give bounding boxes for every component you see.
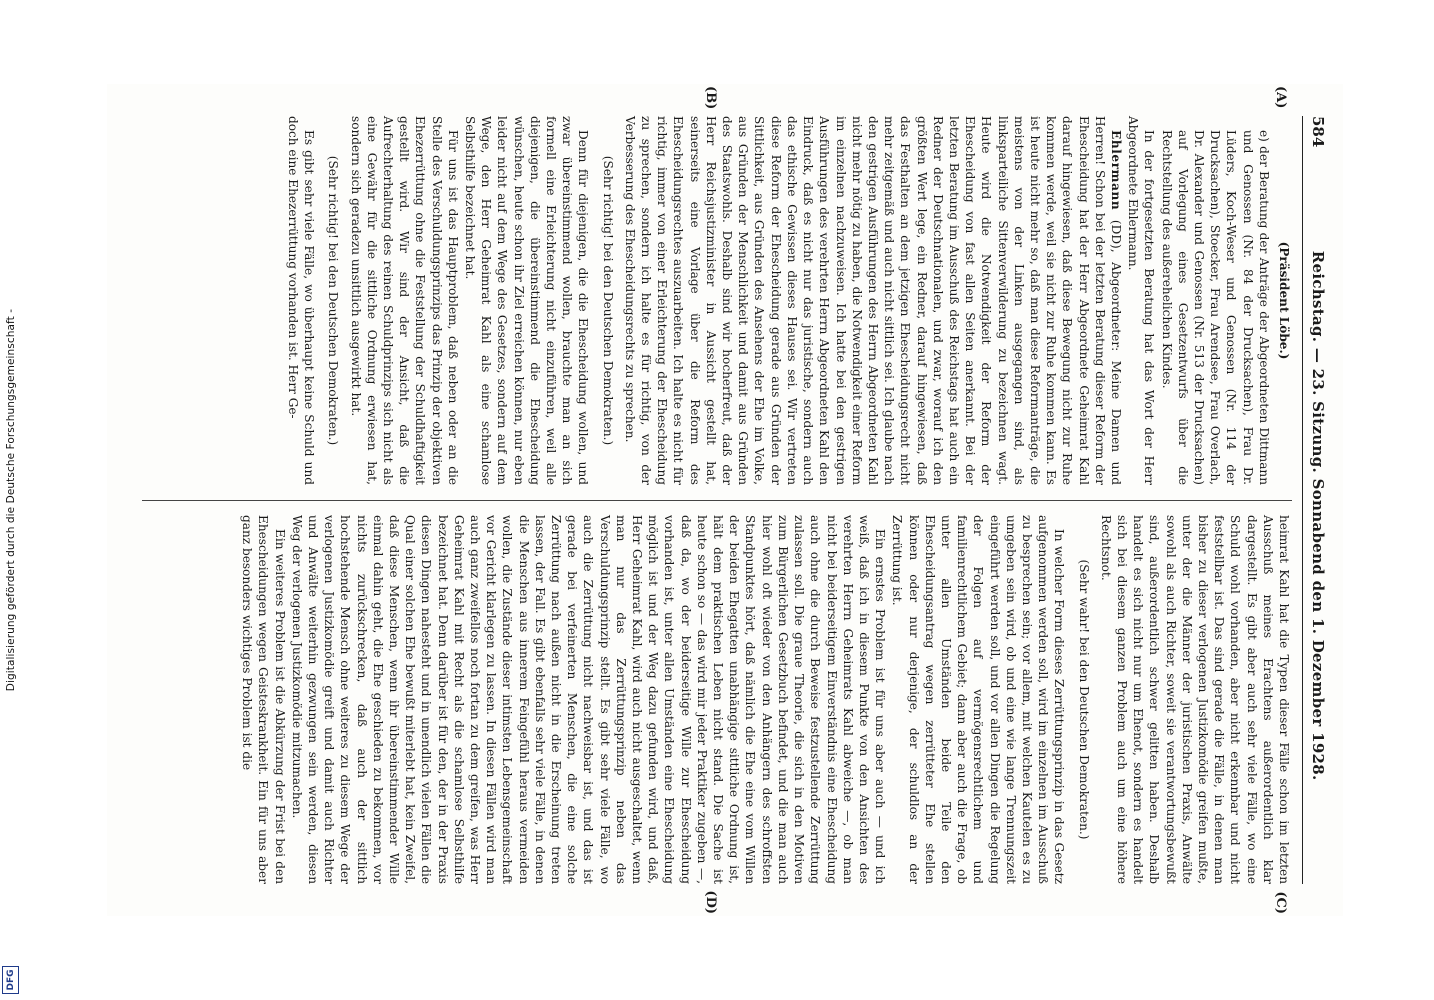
- paragraph: Es gibt sehr viele Fälle, wo überhaupt keine Schuld und doch eine Ehezerrüttung vorhanden ist. Herr Ge-: [286, 116, 317, 485]
- interjection: (Sehr richtig! bei den Deutschen Demokraten.): [326, 155, 341, 446]
- running-head: [1302, 116, 1327, 884]
- text-columns: [142, 86, 1292, 914]
- margin-letter-c: (C): [1273, 891, 1288, 914]
- page-frame: [100, 80, 1350, 920]
- paragraph: Ein weiteres Problem ist die Abkürzung der Frist bei den Ehescheidungen wegen Geisteskrankheit. Ein für uns aber ganz besonders wichtiges Problem ist die: [240, 515, 287, 884]
- page-number: 584: [1309, 116, 1327, 148]
- paragraph: In welcher Form dieses Zerrüttungsprinzip in das Gesetz aufgenommen werden soll, wird im einzelnen im Ausschuß zu besprechen sein; vor allem, mit welchen Kautelen es zu umgeben sein wird, ob und eine wie lange Trennungszeit eingeführt werden soll, und vor allen Dingen die Regelung der Folgen auf vermögensrechtlichem und familienrechtlichem Gebiet; dann aber auch die Frage, ob unter allen Umständen beide Teile den Ehescheidungsantrag wegen zerrütteter Ehe stellen können oder nur derjenige, der schuldlos an der Zerrüttung ist.: [890, 515, 1067, 884]
- margin-letter-b: (B): [703, 86, 718, 110]
- right-column: [142, 515, 1292, 914]
- left-column: [142, 86, 1292, 485]
- speech-text: (DD), Abgeordneter: Meine Damen und Herren! Schon bei der letzten Beratung dieser Reform der Ehescheidung hat der Herr Abgeordnete Geheimrat Kahl darauf hingewiesen, daß diese Bewegung nicht zur Ruhe kommen werde, weil sie nicht zur Ruhe kommen kann. Es ist heute nicht mehr so, daß man diese Reformanträge, die meistens von der Linken ausgegangen sind, als linksparteiliche Sittenverwilderung zu bezeichnen wagt. Heute wird die Notwendigkeit der Reform der Ehescheidung von fast allen Seiten anerkannt. Bei der letzten Beratung im Ausschuß des Reichstags hat auch ein Redner der Deutschnationalen, und zwar, worauf ich den größten Wert lege, ein Redner, darauf hingewiesen, daß das Festhalten an dem jetzigen Ehescheidungsrecht nicht mehr zeitgemäß und auch nicht sittlich sei. Ich glaube nach den gestrigen Ausführungen des Herrn Abgeordneten Kahl nicht mehr nötig zu haben, die Notwendigkeit einer Reform im einzelnen nachzuweisen. Ich hatte bei den gestrigen Ausführungen des verehrten Herrn Abgeordneten Kahl den Eindruck, daß es nicht nur das juristische, sondern auch das ethische Gewissen dieses Hauses sei. Wir vertreten diese Reform der Ehescheidung gerade aus Gründen der Sittlichkeit, aus Gründen des Ansehens der Ehe im Volke, aus Gründen der Menschlichkeit und damit aus Gründen des Staatswohls. Deshalb sind wir hocherfreut, daß der Herr Reichsjustizminister in Aussicht gestellt hat, seinerseits eine Vorlage über die Reform des Ehescheidungsrechtes auszuarbeiten. Ich halte es nicht für richtig, immer von einer Erleichterung der Ehescheidung zu sprechen, sondern ich halte es für richtig, von der Verbesserung des Ehescheidungsrechts zu sprechen.: [622, 116, 1123, 485]
- paragraph: Denn für diejenigen, die die Ehescheidung wollen, und zwar übereinstimmend wollen, brauchte man an sich formell eine Erleichterung nicht einzuführen, weil alle diejenigen, die übereinstimmend die Ehescheidung wünschen, heute schon ihr Ziel erreichen können, nur eben leider nicht auf dem Wege des Gesetzes, sondern auf dem Wege, den Herr Geheimrat Kahl als eine schamlose Selbsthilfe bezeichnet hat.: [463, 116, 591, 485]
- digitization-credit: Digitalisierung gefördert durch die Deutsche Forschungsgemeinschaft -: [5, 308, 17, 692]
- president-heading: (Präsident Löbe.): [1277, 241, 1291, 360]
- speaker-name: Ehlermann: [1108, 130, 1123, 211]
- scanned-page: [107, 84, 1343, 916]
- speech-paragraph: [622, 116, 1124, 485]
- paragraph: Für uns ist das Hauptproblem, daß neben oder an die Stelle des Verschuldungsprinzips das Prinzip der objektiven Ehezerrüttung ohne die Feststellung der Schuldhaftigkeit gestellt wird. Wir sind der Ansicht, daß die Aufrechterhaltung des reinen Schuldprinzips sich nicht als eine Gewähr für die sittliche Ordnung erwiesen hat, sondern sich geradezu unsittlich ausgewirkt hat.: [348, 116, 460, 485]
- margin-letter-d: (D): [703, 890, 718, 914]
- paragraph: heimrat Kahl hat die Typen dieser Fälle schon im letzten Ausschuß meines Erachtens außerordentlich klar dargestellt. Es gibt aber auch sehr viele Fälle, wo eine Schuld wohl vorhanden, aber nicht erkennbar und nicht feststellbar ist. Das sind gerade die Fälle, in denen man bisher zu dieser verlogenen Justizkomödie greifen mußte, unter der die Männer der juristischen Praxis, Anwälte sowohl als auch Richter, soweit sie verantwortungsbewußt sind, außerordentlich schwer gelitten haben. Deshalb handelt es sich nicht nur um Ehenot, sondern es handelt sich bei diesem ganzen Problem auch um eine höhere Rechtsnot.: [1098, 515, 1291, 884]
- margin-letter-a: (A): [1273, 86, 1288, 109]
- paragraph: Ein ernstes Problem ist für uns aber auch — und ich weiß, daß ich in diesem Punkte von den Ansichten des verehrten Herrn Geheimrats Kahl abweiche —, ob man nicht bei beiderseitigem Einverständnis eine Ehescheidung auch ohne die durch Beweise festzustellende Zerrüttung zulassen soll. Die graue Theorie, die sich in den Motiven zum Bürgerlichen Gesetzbuch befindet, und die man auch hier wohl oft wieder von den Anhängern des schroffsten Standpunktes hört, daß nämlich die Ehe eine vom Willen der beiden Ehegatten unabhängige sittliche Ordnung ist, hält dem praktischen Leben nicht stand. Die Sache ist heute schon so — das wird mir jeder Praktiker zugeben —, daß da, wo der beiderseitige Wille zur Ehescheidung vorhanden ist, unter allen Umständen eine Ehescheidung möglich ist und der Weg dazu gefunden wird, und daß, Herr Geheimrat Kahl, wird auch nicht ausgeschaltet, wenn man nur das Zerrüttungsprinzip neben das Verschuldungsprinzip stellt. Es gibt sehr viele Fälle, wo auch die Zerrüttung nicht nachweisbar ist, und das ist gerade bei verfeinerten Menschen, die eine solche Zerrüttung nach außen nicht in die Erscheinung treten lassen, der Fall. Es gibt ebenfalls sehr viele Fälle, in denen die Menschen aus innerem Feingefühl heraus vermeiden wollen, die Zustände dieser intimsten Lebensgemeinschaft vor Gericht klarlegen zu lassen. In diesen Fällen wird man auch ganz zweifellos noch fortan zu dem greifen, was Herr Geheimrat Kahl mit Recht als die schamlose Selbsthilfe bezeichnet hat. Denn darüber ist für den, der in der Praxis diesen Dingen nahesteht und in unendlich vielen Fällen die Qual einer solchen Ehe bewußt miterlebt hat, kein Zweifel, daß diese Menschen, wenn ihr übereinstimmender Wille einmal dahin geht, die Ehe geschieden zu bekommen, vor nichts zurückschrecken, daß auch der sittlich hochstehende Mensch ohne weiteres zu diesem Wege der verlogenen Justizkomödie greift und damit auch Richter und Anwälte weiterhin gezwungen sein werden, diesen Weg der verlogenen Justizkomödie mitzumachen.: [289, 515, 888, 884]
- dfg-logo: [2, 966, 19, 994]
- paragraph: In der fortgesetzten Beratung hat das Wort der Herr Abgeordnete Ehlermann.: [1126, 116, 1157, 485]
- running-title: Reichstag. — 23. Sitzung. Sonnabend den 1. Dezember 1928.: [1309, 250, 1327, 781]
- agenda-item-e: e) der Beratung der Anträge der Abgeordneten Dittmann und Genossen (Nr. 84 der Drucksachen), Frau Dr. Lüders, Koch-Weser und Genossen (Nr. 114 der Drucksachen), Stoecker, Frau Arendsee, Frau Overlach, Dr. Alexander und Genossen (Nr. 513 der Drucksachen) auf Vorlegung eines Gesetzentwurfs über die Rechtstellung des außerehelichen Kindes.: [1159, 130, 1271, 485]
- interjection: (Sehr richtig! bei den Deutschen Demokraten.): [600, 155, 615, 446]
- column-rule: [142, 500, 1292, 501]
- interjection: (Sehr wahr! bei den Deutschen Demokraten.): [1076, 559, 1091, 840]
- dfg-logo-text: DFG: [5, 969, 16, 991]
- credit-sidebar: [0, 0, 22, 1000]
